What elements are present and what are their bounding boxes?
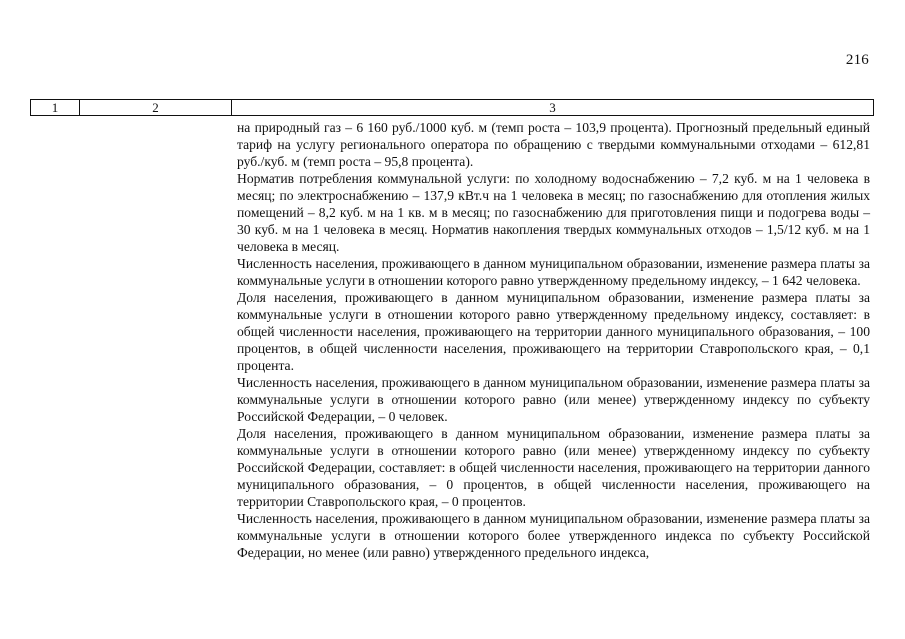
table-header-col-2: 2 [80,100,232,115]
paragraph-gas-tariff: на природный газ – 6 160 руб./1000 куб. м (темп роста – 103,9 процента). Прогнозный предельный единый тариф на услугу регионального оператора по обращению с твердыми коммунальными отходами – 612,81 руб./куб. м (темп роста – 95,8 процента). [237,120,870,169]
paragraph-consumption-norms: Норматив потребления коммунальной услуги: по холодному водоснабжению – 7,2 куб. м на 1 человека в месяц; по электроснабжению – 137,9 кВт.ч на 1 человека в месяц; по газоснабжению для отопления жилых помещений – 8,2 куб. м на 1 кв. м в месяц; по газоснабжению для приготовления пищи и подогрева воды – 30 куб. м на 1 человека в месяц. Норматив накопления твердых коммунальных отходов – 1,5/12 куб. м на 1 человека в месяц. [237,171,870,254]
paragraph-population-subject-index: Численность населения, проживающего в данном муниципальном образовании, изменение размера платы за коммунальные услуги в отношении которого равно (или менее) утвержденному индексу по субъекту Российской Федерации, – 0 человек. [237,375,870,424]
paragraph-share-subject-index: Доля населения, проживающего в данном муниципальном образовании, изменение размера платы за коммунальные услуги в отношении которого равно (или менее) утвержденному индексу по субъекту Российской Федерации, составляет: в общей численности населения, проживающего на территории данного муниципального образования, – 0 процентов, в общей численности населения, проживающего на территории Ставропольского края, – 0 процентов. [237,426,870,509]
page-number: 216 [845,52,869,68]
paragraph-population-above-subject-index: Численность населения, проживающего в данном муниципальном образовании, изменение размера платы за коммунальные услуги в отношении которого более утвержденного индекса по субъекту Российской Федерации, но менее (или равно) утвержденного предельного индекса, [237,511,870,560]
document-body [237,119,870,561]
table-header-col-1: 1 [31,100,80,115]
paragraph-share-limit-index: Доля населения, проживающего в данном муниципальном образовании, изменение размера платы за коммунальные услуги в отношении которого равно утвержденному предельному индексу, составляет: в общей численности населения, проживающего на территории данного муниципального образования, – 100 процентов, в общей численности населения, проживающего на территории Ставропольского края, – 0,1 процента. [237,290,870,373]
paragraph-population-limit-index: Численность населения, проживающего в данном муниципальном образовании, изменение размера платы за коммунальные услуги в отношении которого равно утвержденному предельному индексу, – 1 642 человека. [237,256,870,288]
table-header-col-3: 3 [549,100,556,115]
table-header-row [30,99,874,116]
